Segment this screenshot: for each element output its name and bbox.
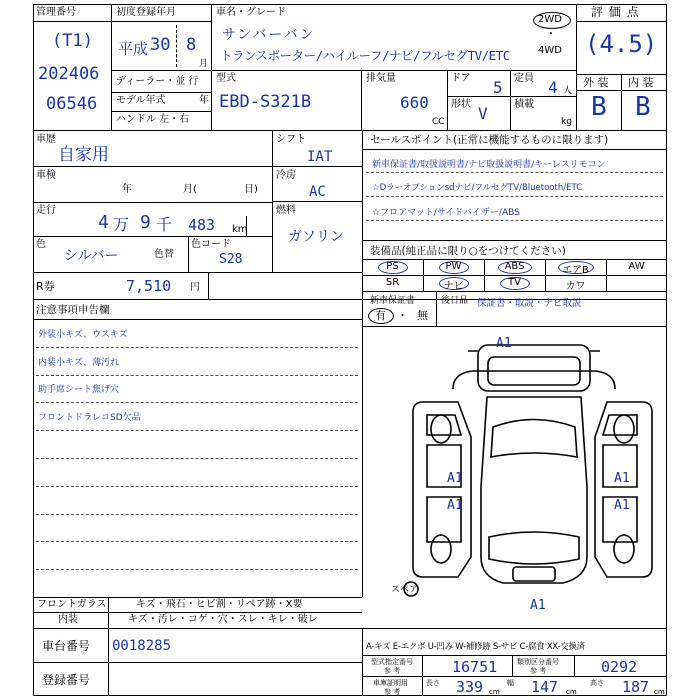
mileage-sen-unit: 千 [156, 215, 173, 234]
color-code-label: 色コード [191, 239, 231, 250]
divider [362, 291, 667, 292]
note-line: 助手席シート焦げ穴 [38, 385, 120, 396]
month-unit: 月 [199, 59, 209, 69]
divider [33, 612, 362, 613]
damage-mark-rear: A1 [496, 336, 512, 351]
cc-unit: CC [432, 117, 445, 127]
damage-mark-left-front: A1 [447, 471, 463, 486]
divider [272, 201, 362, 202]
equipment-title: 装備品(純正品に限り○をつけてください) [370, 245, 566, 257]
divider [447, 70, 448, 130]
damage-mark-right-front: A1 [614, 471, 630, 486]
drive-4wd: 4WD [538, 45, 562, 56]
equip-sr: SR [385, 277, 400, 288]
interior-label: 内装 [58, 614, 78, 625]
chassis-label: 車台番号 [42, 639, 91, 653]
type-value: EBD-S321B [219, 92, 312, 112]
divider [33, 130, 667, 131]
divider [362, 259, 667, 260]
divider [33, 597, 362, 598]
type-no-sub: 参 考 [384, 667, 401, 675]
height-value: 187 [622, 678, 650, 696]
notes-rule [36, 541, 358, 542]
divider [362, 655, 667, 656]
ext-label: 外 装 [583, 76, 609, 89]
ext-value: B [591, 92, 607, 122]
ac-value: AC [309, 184, 326, 200]
class-no-value: 0292 [601, 658, 638, 676]
color-code-value: S28 [219, 252, 243, 267]
divider [362, 275, 667, 276]
divider [111, 21, 211, 22]
divider [111, 70, 576, 71]
divider [362, 628, 363, 696]
mileage-sen: 9 [140, 212, 151, 233]
damage-mark-left-rear: A1 [447, 498, 463, 513]
divider [362, 130, 363, 299]
mgmt-no-a: (T1) [52, 31, 93, 51]
divider [33, 628, 667, 629]
divider [361, 70, 362, 130]
rating-value: (4.5) [585, 30, 658, 58]
notes-rule [36, 347, 358, 348]
cap-label: 定員 [514, 73, 534, 84]
mileage-label: 走行 [36, 205, 56, 216]
divider [422, 655, 423, 696]
int-value: B [635, 92, 651, 122]
disp-label: 排気量 [366, 73, 396, 84]
divider [362, 240, 667, 241]
divider [366, 220, 663, 221]
fuel-value: ガソリン [288, 229, 344, 245]
damage-mark-front: A1 [530, 598, 546, 613]
equip-navi: ナビ [443, 281, 464, 292]
sales-point-line: ☆フロアマット/サイドバイザー/ABS [372, 208, 520, 218]
door-label: ドア [451, 73, 471, 84]
divider [188, 236, 189, 272]
equip-aw: AW [628, 261, 645, 272]
class-no-label: 類別区分番号 [517, 658, 559, 666]
height-label: 高さ [590, 679, 604, 687]
chassis-value: 0018285 [112, 638, 172, 654]
equip-tv: TV [508, 277, 521, 288]
divider [33, 236, 272, 237]
cm-unit: cm [489, 688, 500, 696]
equip-abs: ABS [504, 261, 525, 272]
shift-value: IAT [307, 149, 333, 165]
spare-label: スペア [391, 585, 419, 595]
warranty-dot: ・ [397, 309, 408, 322]
divider [176, 25, 177, 67]
mgmt-no-c: 06546 [46, 94, 98, 114]
length-value: 339 [456, 678, 484, 696]
notes-rule [36, 402, 358, 403]
divider [33, 662, 362, 663]
divider [510, 70, 511, 130]
mgmt-no-b: 202406 [38, 64, 100, 84]
vehicle-diagram [363, 327, 667, 597]
length-label: 長さ [426, 679, 440, 687]
notes-rule [36, 569, 358, 570]
divider [108, 597, 109, 696]
first-reg-label: 初度登録年月 [116, 7, 176, 18]
divider [111, 111, 211, 112]
glass-label: フロントガラス [37, 599, 107, 610]
type-label: 型式 [216, 73, 236, 84]
divider [362, 149, 667, 150]
load-label: 積載 [514, 99, 534, 110]
recycle-value: 7,510 [126, 277, 172, 295]
notes-rule [36, 514, 358, 515]
shape-value: V [478, 104, 488, 123]
divider [33, 166, 272, 167]
damage-legend: A-キズ E-エクボ U-凹み W-補修跡 S-サビ C-腐食 XX-交換済 [366, 641, 585, 651]
warranty-no: 無 [417, 309, 428, 322]
drive-2wd: 2WD [538, 14, 562, 25]
divider [512, 655, 513, 676]
interior-text: キズ・汚レ・コゲ・穴・スレ・キレ・破レ [128, 614, 318, 625]
inspection-day-unit: 日) [244, 184, 258, 195]
note-line: 内装小キズ、薄汚れ [38, 357, 120, 368]
reg-label: 登録番号 [42, 673, 91, 687]
int-label: 内 装 [628, 76, 654, 89]
disp-value: 660 [400, 93, 429, 112]
divider [211, 4, 212, 130]
divider [33, 319, 362, 320]
divider [621, 74, 622, 130]
sales-point-line: ☆Dラーオプションsdナビ/フルセグTV/Bluetooth/ETC [372, 183, 583, 193]
sales-point-line: 新車保証書/取扱説明書/ナビ取扱説明書/キーレスリモコン [372, 160, 606, 170]
model-year-label: モデル年式 [116, 95, 166, 106]
first-reg-era: 平成 [118, 40, 149, 58]
car-name-line1: サンバーバン [222, 27, 316, 43]
divider [33, 272, 362, 273]
warranty-label: 新車保証書 [370, 296, 416, 306]
note-line: フロントドラレコSD欠品 [38, 413, 141, 424]
divider [436, 291, 437, 326]
divider [272, 166, 362, 167]
handle-label: ハンドル 左・右 [116, 114, 190, 125]
glass-text: キズ・飛石・ヒビ割・リペア跡・X要 [136, 599, 303, 610]
divider [246, 216, 247, 236]
notes-rule [36, 486, 358, 487]
ac-label: 冷房 [276, 170, 296, 181]
equip-leather: カワ [565, 281, 586, 292]
cm-unit: cm [654, 688, 665, 696]
kg-unit: kg [561, 117, 572, 127]
year-unit: 年 [199, 95, 209, 106]
width-value: 147 [531, 678, 559, 696]
cert-label: 車庫証明用 [373, 679, 408, 687]
shape-label: 形状 [451, 99, 471, 110]
notes-rule [36, 458, 358, 459]
door-value: 5 [493, 78, 503, 97]
recycle-label: R券 [36, 280, 55, 293]
fuel-label: 燃料 [276, 205, 296, 216]
warranty-yes: 有 [375, 309, 386, 322]
divider [362, 676, 667, 677]
notes-title: 注意事項申告欄 [36, 304, 110, 316]
divider [33, 202, 272, 203]
drive-dot: ・ [546, 29, 556, 40]
inspection-month-unit: 月( [183, 184, 197, 195]
sales-points-title: セールスポイント(正常に機能するものに限ります) [370, 134, 609, 146]
first-reg-year: 30 [150, 35, 171, 55]
mileage-man-unit: 万 [113, 215, 130, 234]
car-name-line2: トランスポーター/ハイルーフ/ナビ/フルセグTV/ETC [220, 48, 510, 63]
divider [366, 172, 663, 173]
inspection-label: 車検 [36, 170, 56, 181]
cert-sub: 参 考 [384, 688, 401, 696]
notes-rule [36, 430, 358, 431]
divider [208, 272, 209, 299]
repaint-label: 色替 [154, 249, 174, 260]
type-no-value: 16751 [452, 658, 498, 676]
color-label: 色 [36, 239, 46, 250]
mileage-rest: 483 [188, 216, 216, 234]
rating-label: 評 価 点 [591, 5, 640, 19]
divider [366, 196, 663, 197]
class-no-sub: 参 考 [530, 667, 547, 675]
notes-rule [36, 375, 358, 376]
color-value: シルバー [64, 248, 119, 264]
shift-label: シフト [276, 134, 306, 145]
divider [576, 4, 577, 130]
width-label: 幅 [507, 679, 514, 687]
mgmt-no-label: 管理番号 [36, 7, 76, 18]
equip-airbag: エアB [562, 265, 589, 276]
person-unit: 人 [563, 86, 573, 96]
history-label: 車歴 [36, 134, 56, 145]
divider [576, 21, 667, 22]
cap-value: 4 [548, 78, 558, 97]
divider [33, 21, 111, 22]
divider [574, 655, 575, 676]
car-name-label: 車名・グレード [216, 7, 286, 18]
type-no-label: 型式指定番号 [371, 658, 413, 666]
damage-mark-right-rear: A1 [614, 498, 630, 513]
cm-unit: cm [566, 688, 577, 696]
dealer-label: ディーラー・並 行 [116, 76, 199, 87]
first-reg-month: 8 [186, 35, 197, 55]
yen-unit: 円 [190, 282, 200, 293]
equip-ps: PS [386, 261, 399, 272]
km-unit: km [232, 224, 248, 235]
note-line: 外装小キズ、ウスキズ [38, 329, 128, 340]
mileage-man: 4 [98, 212, 109, 233]
equip-pw: PW [445, 261, 462, 272]
after-value: 保証書・取説・ナビ取説 [477, 298, 582, 309]
after-label: 後日品 [441, 296, 469, 306]
divider [111, 92, 211, 93]
history-value: 自家用 [58, 145, 109, 165]
inspection-year-unit: 年 [122, 184, 132, 195]
